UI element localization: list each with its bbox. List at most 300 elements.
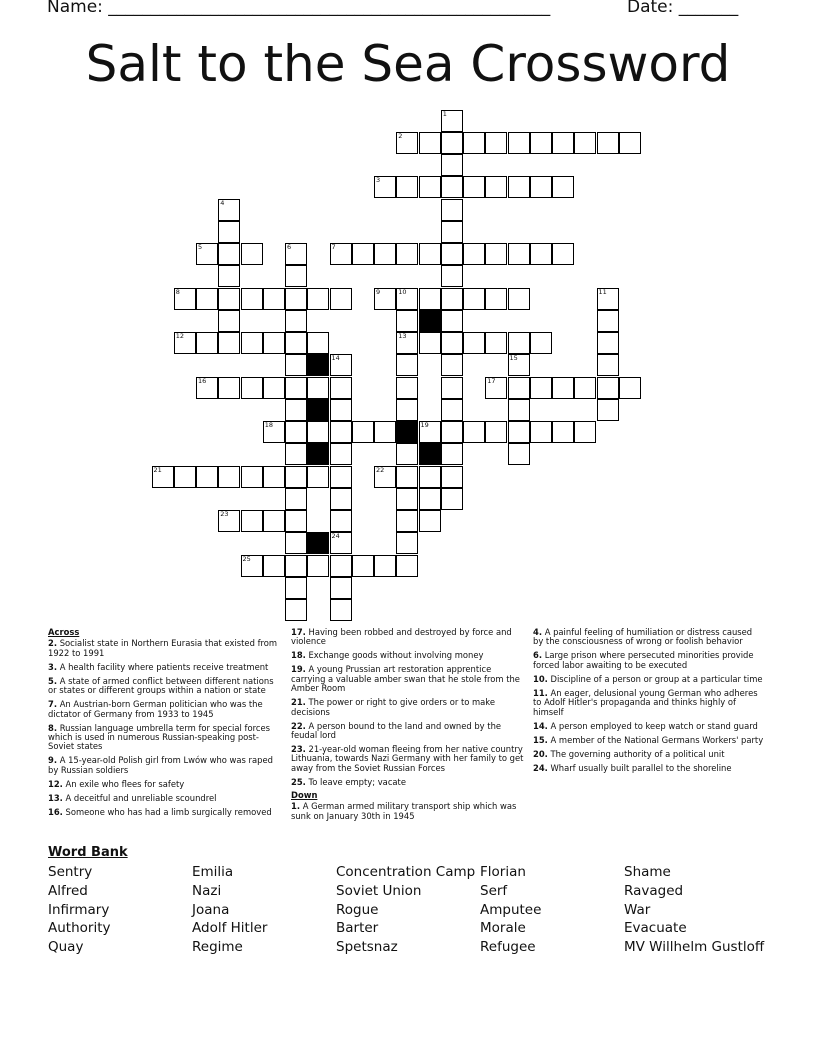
clue-number: 9. bbox=[48, 755, 58, 766]
crossword-block bbox=[419, 310, 441, 332]
crossword-cell[interactable] bbox=[330, 354, 352, 376]
crossword-cell[interactable] bbox=[374, 555, 396, 577]
clue-18 bbox=[291, 651, 525, 660]
word-bank-item: Soviet Union bbox=[336, 882, 422, 899]
cell-number: 13 bbox=[398, 332, 407, 340]
crossword-cell[interactable] bbox=[285, 399, 307, 421]
crossword-cell[interactable] bbox=[285, 288, 307, 310]
crossword-cell[interactable] bbox=[396, 243, 418, 265]
clue-number: 17. bbox=[291, 627, 306, 637]
crossword-cell[interactable] bbox=[218, 332, 240, 354]
cell-number: 21 bbox=[153, 465, 162, 474]
clue-text: A member of the National Germans Workers' party bbox=[550, 734, 764, 745]
crossword-cell[interactable] bbox=[441, 176, 463, 198]
clue-2 bbox=[48, 639, 284, 658]
crossword-cell[interactable] bbox=[485, 288, 507, 310]
word-bank-item: Sentry bbox=[48, 864, 93, 880]
crossword-cell[interactable] bbox=[307, 288, 329, 310]
crossword-cell[interactable] bbox=[396, 310, 418, 332]
crossword-cell[interactable] bbox=[441, 199, 463, 221]
crossword-cell[interactable] bbox=[463, 421, 485, 443]
clue-text: The power or right to give orders or to make decisions bbox=[291, 697, 496, 717]
crossword-cell[interactable] bbox=[241, 243, 263, 265]
crossword-cell[interactable] bbox=[419, 488, 441, 510]
crossword-cell[interactable] bbox=[330, 577, 352, 599]
word-bank-column bbox=[48, 863, 110, 957]
clue-20 bbox=[533, 750, 765, 759]
crossword-cell[interactable] bbox=[263, 510, 285, 532]
clue-number: 11. bbox=[533, 687, 548, 698]
crossword-cell[interactable] bbox=[597, 399, 619, 421]
crossword-cell[interactable] bbox=[463, 288, 485, 310]
crossword-cell[interactable] bbox=[263, 421, 285, 443]
cell-number: 15 bbox=[509, 354, 518, 363]
clue-text: Russian language umbrella term for special forces which is used in numerous Russian-speaking post-Soviet states bbox=[48, 722, 270, 752]
cell-number: 25 bbox=[242, 554, 251, 563]
crossword-cell[interactable] bbox=[441, 132, 463, 154]
crossword-cell[interactable] bbox=[508, 421, 530, 443]
crossword-cell[interactable] bbox=[285, 532, 307, 554]
crossword-cell[interactable] bbox=[530, 421, 552, 443]
crossword-cell[interactable] bbox=[374, 176, 396, 198]
crossword-cell[interactable] bbox=[619, 377, 641, 399]
crossword-cell[interactable] bbox=[508, 132, 530, 154]
crossword-cell[interactable] bbox=[285, 310, 307, 332]
crossword-cell[interactable] bbox=[263, 332, 285, 354]
cell-number: 18 bbox=[264, 421, 274, 429]
clue-10 bbox=[533, 675, 765, 684]
word-bank-item: Nazi bbox=[192, 882, 222, 899]
clue-text: Socialist state in Northern Eurasia that existed from 1922 to 1991 bbox=[48, 638, 278, 658]
crossword-cell[interactable] bbox=[152, 466, 174, 488]
across-heading: Across bbox=[48, 627, 80, 637]
word-bank-item: Shame bbox=[624, 864, 671, 880]
clue-text: A health facility where patients receive treatment bbox=[59, 661, 269, 672]
clue-number: 12. bbox=[48, 778, 63, 789]
word-bank-column bbox=[624, 863, 764, 957]
crossword-cell[interactable] bbox=[552, 377, 574, 399]
crossword-cell[interactable] bbox=[285, 488, 307, 510]
crossword-cell[interactable] bbox=[597, 310, 619, 332]
clue-text: Discipline of a person or group at a particular time bbox=[550, 673, 763, 684]
clue-text: A person bound to the land and owned by the feudal lord bbox=[291, 720, 502, 741]
crossword-cell[interactable] bbox=[396, 488, 418, 510]
clue-19 bbox=[291, 665, 525, 693]
clue-text: An exile who flees for safety bbox=[65, 778, 185, 789]
crossword-cell[interactable] bbox=[441, 265, 463, 287]
crossword-cell[interactable] bbox=[441, 354, 463, 376]
crossword-cell[interactable] bbox=[241, 555, 263, 577]
crossword-cell[interactable] bbox=[196, 288, 218, 310]
cell-number: 19 bbox=[420, 421, 429, 429]
word-bank-item: Florian bbox=[480, 864, 526, 880]
crossword-cell[interactable] bbox=[441, 377, 463, 399]
crossword-cell[interactable] bbox=[396, 332, 418, 354]
word-bank-item: Evacuate bbox=[624, 920, 687, 937]
crossword-cell[interactable] bbox=[218, 288, 240, 310]
crossword-cell[interactable] bbox=[285, 377, 307, 399]
clue-number: 16. bbox=[48, 806, 63, 817]
crossword-cell[interactable] bbox=[263, 288, 285, 310]
clue-text: The governing authority of a political unit bbox=[550, 748, 725, 759]
crossword-cell[interactable] bbox=[285, 354, 307, 376]
crossword-cell[interactable] bbox=[396, 532, 418, 554]
crossword-cell[interactable] bbox=[419, 176, 441, 198]
clue-number: 5. bbox=[48, 675, 58, 686]
crossword-cell[interactable] bbox=[218, 377, 240, 399]
crossword-cell[interactable] bbox=[552, 421, 574, 443]
crossword-cell[interactable] bbox=[374, 288, 396, 310]
crossword-cell[interactable] bbox=[218, 466, 240, 488]
crossword-cell[interactable] bbox=[352, 421, 374, 443]
crossword-cell[interactable] bbox=[330, 443, 352, 465]
crossword-cell[interactable] bbox=[330, 288, 352, 310]
crossword-cell[interactable] bbox=[419, 466, 441, 488]
crossword-cell[interactable] bbox=[330, 399, 352, 421]
crossword-cell[interactable] bbox=[552, 176, 574, 198]
crossword-cell[interactable] bbox=[485, 176, 507, 198]
crossword-cell[interactable] bbox=[285, 421, 307, 443]
crossword-cell[interactable] bbox=[597, 377, 619, 399]
word-bank-column bbox=[336, 863, 475, 957]
crossword-cell[interactable] bbox=[419, 288, 441, 310]
crossword-cell[interactable] bbox=[307, 421, 329, 443]
crossword-cell[interactable] bbox=[574, 421, 596, 443]
clue-text: A person employed to keep watch or stand guard bbox=[550, 720, 758, 731]
crossword-cell[interactable] bbox=[396, 510, 418, 532]
clue-text: Having been robbed and destroyed by force and violence bbox=[291, 627, 512, 647]
crossword-block bbox=[307, 443, 329, 465]
cell-number: 1 bbox=[442, 109, 447, 118]
crossword-cell[interactable] bbox=[441, 421, 463, 443]
crossword-cell[interactable] bbox=[508, 399, 530, 421]
crossword-cell[interactable] bbox=[330, 421, 352, 443]
crossword-cell[interactable] bbox=[574, 132, 596, 154]
crossword-cell[interactable] bbox=[174, 288, 196, 310]
down-heading: Down bbox=[291, 789, 318, 800]
crossword-cell[interactable] bbox=[285, 243, 307, 265]
crossword-cell[interactable] bbox=[441, 243, 463, 265]
crossword-block bbox=[396, 421, 418, 443]
crossword-cell[interactable] bbox=[174, 466, 196, 488]
crossword-cell[interactable] bbox=[441, 466, 463, 488]
crossword-cell[interactable] bbox=[441, 443, 463, 465]
crossword-cell[interactable] bbox=[485, 132, 507, 154]
crossword-cell[interactable] bbox=[485, 332, 507, 354]
crossword-cell[interactable] bbox=[330, 377, 352, 399]
crossword-cell[interactable] bbox=[307, 332, 329, 354]
cell-number: 11 bbox=[598, 287, 607, 296]
cell-number: 5 bbox=[198, 243, 203, 251]
crossword-cell[interactable] bbox=[530, 132, 552, 154]
crossword-block bbox=[307, 532, 329, 554]
crossword-cell[interactable] bbox=[508, 332, 530, 354]
crossword-cell[interactable] bbox=[485, 421, 507, 443]
crossword-cell[interactable] bbox=[285, 555, 307, 577]
crossword-cell[interactable] bbox=[285, 443, 307, 465]
crossword-cell[interactable] bbox=[396, 555, 418, 577]
crossword-block bbox=[307, 354, 329, 376]
clue-number: 18. bbox=[291, 650, 306, 661]
crossword-cell[interactable] bbox=[241, 332, 263, 354]
crossword-cell[interactable] bbox=[196, 243, 218, 265]
crossword-block bbox=[307, 399, 329, 421]
cell-number: 22 bbox=[376, 465, 385, 474]
crossword-cell[interactable] bbox=[508, 243, 530, 265]
crossword-cell[interactable] bbox=[463, 243, 485, 265]
crossword-cell[interactable] bbox=[352, 555, 374, 577]
crossword-cell[interactable] bbox=[530, 332, 552, 354]
clue-text: An Austrian-born German politician who was the dictator of Germany from 1933 to 1945 bbox=[48, 699, 263, 719]
clue-21 bbox=[291, 698, 525, 717]
crossword-cell[interactable] bbox=[307, 555, 329, 577]
crossword-cell[interactable] bbox=[330, 466, 352, 488]
crossword-cell[interactable] bbox=[263, 466, 285, 488]
crossword-cell[interactable] bbox=[508, 354, 530, 376]
crossword-cell[interactable] bbox=[241, 510, 263, 532]
word-bank-item: Amputee bbox=[480, 901, 542, 918]
crossword-cell[interactable] bbox=[285, 332, 307, 354]
cell-number: 2 bbox=[398, 131, 403, 140]
word-bank-item: Refugee bbox=[480, 939, 536, 956]
word-bank-item: Alfred bbox=[48, 882, 88, 899]
crossword-cell[interactable] bbox=[330, 510, 352, 532]
crossword-cell[interactable] bbox=[508, 377, 530, 399]
clue-text: A German armed military transport ship which was sunk on January 30th in 1945 bbox=[291, 801, 517, 821]
clue-number: 23. bbox=[291, 744, 306, 755]
crossword-cell[interactable] bbox=[374, 421, 396, 443]
word-bank-item: War bbox=[624, 901, 651, 918]
crossword-cell[interactable] bbox=[463, 132, 485, 154]
clue-25 bbox=[291, 778, 525, 787]
page-title: Salt to the Sea Crossword bbox=[85, 35, 731, 93]
crossword-cell[interactable] bbox=[218, 265, 240, 287]
cell-number: 12 bbox=[175, 332, 185, 340]
crossword-cell[interactable] bbox=[330, 555, 352, 577]
crossword-cell[interactable] bbox=[463, 176, 485, 198]
clue-4 bbox=[533, 628, 765, 647]
word-bank-item: Concentration Camp bbox=[336, 864, 476, 880]
cell-number: 16 bbox=[198, 376, 207, 385]
down-clue-list bbox=[291, 802, 525, 821]
cell-number: 10 bbox=[398, 287, 407, 296]
clue-text: Large prison where persecuted minorities provide forced labor awaiting to be executed bbox=[533, 650, 754, 670]
word-bank-item: Emilia bbox=[192, 864, 234, 880]
cell-number: 8 bbox=[175, 287, 180, 296]
word-bank-item: Morale bbox=[480, 920, 526, 937]
crossword-cell[interactable] bbox=[241, 288, 263, 310]
crossword-cell[interactable] bbox=[597, 354, 619, 376]
clue-3 bbox=[48, 663, 284, 672]
word-bank-column bbox=[192, 863, 267, 957]
clue-1 bbox=[291, 802, 525, 821]
crossword-cell[interactable] bbox=[396, 288, 418, 310]
word-bank-item: Spetsnaz bbox=[336, 939, 398, 956]
name-field-label[interactable]: Name: ____________________________________________________ bbox=[47, 0, 551, 17]
crossword-cell[interactable] bbox=[597, 132, 619, 154]
clue-22 bbox=[291, 722, 525, 741]
across-clue-list bbox=[48, 639, 284, 817]
crossword-cell[interactable] bbox=[508, 443, 530, 465]
crossword-cell[interactable] bbox=[419, 132, 441, 154]
clue-number: 2. bbox=[48, 638, 58, 649]
crossword-cell[interactable] bbox=[374, 243, 396, 265]
cell-number: 24 bbox=[331, 532, 340, 541]
crossword-cell[interactable] bbox=[196, 377, 218, 399]
crossword-cell[interactable] bbox=[619, 132, 641, 154]
crossword-cell[interactable] bbox=[307, 377, 329, 399]
clue-9 bbox=[48, 756, 284, 775]
crossword-cell[interactable] bbox=[396, 132, 418, 154]
crossword-cell[interactable] bbox=[330, 488, 352, 510]
clues-middle-column bbox=[291, 628, 525, 826]
clue-text: A deceitful and unreliable scoundrel bbox=[65, 792, 217, 803]
crossword-cell[interactable] bbox=[396, 377, 418, 399]
word-bank-item: Adolf Hitler bbox=[192, 920, 268, 937]
date-field-label[interactable]: Date: _______ bbox=[627, 0, 739, 17]
crossword-cell[interactable] bbox=[285, 510, 307, 532]
word-bank-column bbox=[480, 863, 541, 957]
crossword-cell[interactable] bbox=[396, 354, 418, 376]
clue-text: A state of armed conflict between different nations or states or different groups within a nation or state bbox=[48, 675, 274, 696]
crossword-cell[interactable] bbox=[330, 532, 352, 554]
cell-number: 3 bbox=[376, 176, 381, 185]
crossword-cell[interactable] bbox=[218, 199, 240, 221]
clue-text: A young Prussian art restoration apprentice carrying a valuable amber swan that he stole from the Amber Room bbox=[291, 664, 520, 694]
crossword-cell[interactable] bbox=[552, 132, 574, 154]
crossword-cell[interactable] bbox=[174, 332, 196, 354]
clue-8 bbox=[48, 724, 284, 752]
clue-14 bbox=[533, 722, 765, 731]
cell-number: 7 bbox=[331, 243, 336, 251]
clue-number: 20. bbox=[533, 748, 548, 759]
crossword-cell[interactable] bbox=[285, 599, 307, 621]
clue-13 bbox=[48, 794, 284, 803]
word-bank-item: Barter bbox=[336, 920, 379, 937]
crossword-cell[interactable] bbox=[508, 176, 530, 198]
crossword-cell[interactable] bbox=[285, 265, 307, 287]
crossword-cell[interactable] bbox=[218, 310, 240, 332]
word-bank-title: Word Bank bbox=[48, 845, 128, 860]
crossword-cell[interactable] bbox=[352, 243, 374, 265]
crossword-cell[interactable] bbox=[597, 288, 619, 310]
crossword-cell[interactable] bbox=[330, 599, 352, 621]
crossword-cell[interactable] bbox=[597, 332, 619, 354]
clue-text: 21-year-old woman fleeing from her native country Lithuania, towards Nazi Germany with her family to get away from the Soviet Russian Forces bbox=[291, 744, 524, 773]
crossword-cell[interactable] bbox=[485, 377, 507, 399]
crossword-cell[interactable] bbox=[552, 243, 574, 265]
clue-number: 14. bbox=[533, 720, 548, 731]
crossword-cell[interactable] bbox=[396, 466, 418, 488]
cell-number: 6 bbox=[287, 243, 292, 251]
across-clue-list-continued bbox=[291, 628, 525, 787]
crossword-cell[interactable] bbox=[218, 221, 240, 243]
clue-15 bbox=[533, 736, 765, 745]
crossword-cell[interactable] bbox=[530, 377, 552, 399]
crossword-cell[interactable] bbox=[419, 243, 441, 265]
word-bank-item: Serf bbox=[480, 882, 508, 899]
clue-23 bbox=[291, 745, 525, 773]
crossword-cell[interactable] bbox=[530, 176, 552, 198]
crossword-cell[interactable] bbox=[508, 288, 530, 310]
cell-number: 9 bbox=[376, 287, 381, 296]
clue-text: A painful feeling of humiliation or distress caused by the consciousness of wrong or foolish behavior bbox=[533, 627, 753, 647]
crossword-cell[interactable] bbox=[441, 488, 463, 510]
clues-down-column bbox=[533, 628, 765, 778]
clue-6 bbox=[533, 651, 765, 670]
clue-11 bbox=[533, 689, 765, 717]
word-bank-item: Rogue bbox=[336, 901, 379, 918]
crossword-cell[interactable] bbox=[307, 466, 329, 488]
word-bank-item: Authority bbox=[48, 920, 111, 937]
crossword-cell[interactable] bbox=[241, 377, 263, 399]
crossword-cell[interactable] bbox=[441, 332, 463, 354]
crossword-cell[interactable] bbox=[218, 510, 240, 532]
clue-number: 19. bbox=[291, 664, 306, 675]
clue-number: 8. bbox=[48, 722, 58, 733]
crossword-cell[interactable] bbox=[485, 243, 507, 265]
crossword-cell[interactable] bbox=[396, 443, 418, 465]
crossword-cell[interactable] bbox=[374, 466, 396, 488]
crossword-cell[interactable] bbox=[330, 243, 352, 265]
clue-number: 21. bbox=[291, 697, 306, 708]
crossword-cell[interactable] bbox=[196, 466, 218, 488]
clue-number: 13. bbox=[48, 792, 63, 803]
crossword-cell[interactable] bbox=[441, 110, 463, 132]
clue-number: 4. bbox=[533, 627, 543, 637]
crossword-cell[interactable] bbox=[463, 332, 485, 354]
crossword-cell[interactable] bbox=[241, 466, 263, 488]
crossword-cell[interactable] bbox=[530, 243, 552, 265]
clue-text: Exchange goods without involving money bbox=[308, 650, 484, 661]
crossword-cell[interactable] bbox=[263, 377, 285, 399]
crossword-cell[interactable] bbox=[285, 466, 307, 488]
crossword-cell[interactable] bbox=[441, 221, 463, 243]
crossword-cell[interactable] bbox=[441, 154, 463, 176]
word-bank-item: Joana bbox=[192, 901, 230, 918]
clue-number: 24. bbox=[533, 762, 548, 773]
clue-number: 7. bbox=[48, 699, 58, 710]
clue-17 bbox=[291, 628, 525, 647]
clue-text: A 15-year-old Polish girl from Lwów who was raped by Russian soldiers bbox=[48, 755, 273, 775]
clue-text: To leave empty; vacate bbox=[308, 776, 406, 787]
down-clue-list-continued bbox=[533, 628, 765, 773]
crossword-cell[interactable] bbox=[441, 288, 463, 310]
clue-number: 10. bbox=[533, 673, 548, 684]
cell-number: 17 bbox=[487, 376, 496, 385]
crossword-cell[interactable] bbox=[441, 310, 463, 332]
word-bank-item: Ravaged bbox=[624, 882, 684, 899]
word-bank-item: Infirmary bbox=[48, 901, 110, 918]
crossword-cell[interactable] bbox=[419, 421, 441, 443]
crossword-cell[interactable] bbox=[419, 332, 441, 354]
crossword-cell[interactable] bbox=[263, 555, 285, 577]
crossword-cell[interactable] bbox=[396, 399, 418, 421]
clue-number: 1. bbox=[291, 801, 301, 812]
crossword-cell[interactable] bbox=[574, 377, 596, 399]
clue-number: 25. bbox=[291, 776, 306, 787]
clues-across-column bbox=[48, 628, 284, 822]
word-bank-item: MV Willhelm Gustloff bbox=[624, 939, 765, 956]
crossword-cell[interactable] bbox=[441, 399, 463, 421]
crossword-cell[interactable] bbox=[285, 577, 307, 599]
crossword-cell[interactable] bbox=[419, 510, 441, 532]
word-bank-item: Quay bbox=[48, 939, 84, 956]
clue-24 bbox=[533, 764, 765, 773]
crossword-cell[interactable] bbox=[396, 176, 418, 198]
crossword-cell[interactable] bbox=[218, 243, 240, 265]
crossword-cell[interactable] bbox=[196, 332, 218, 354]
